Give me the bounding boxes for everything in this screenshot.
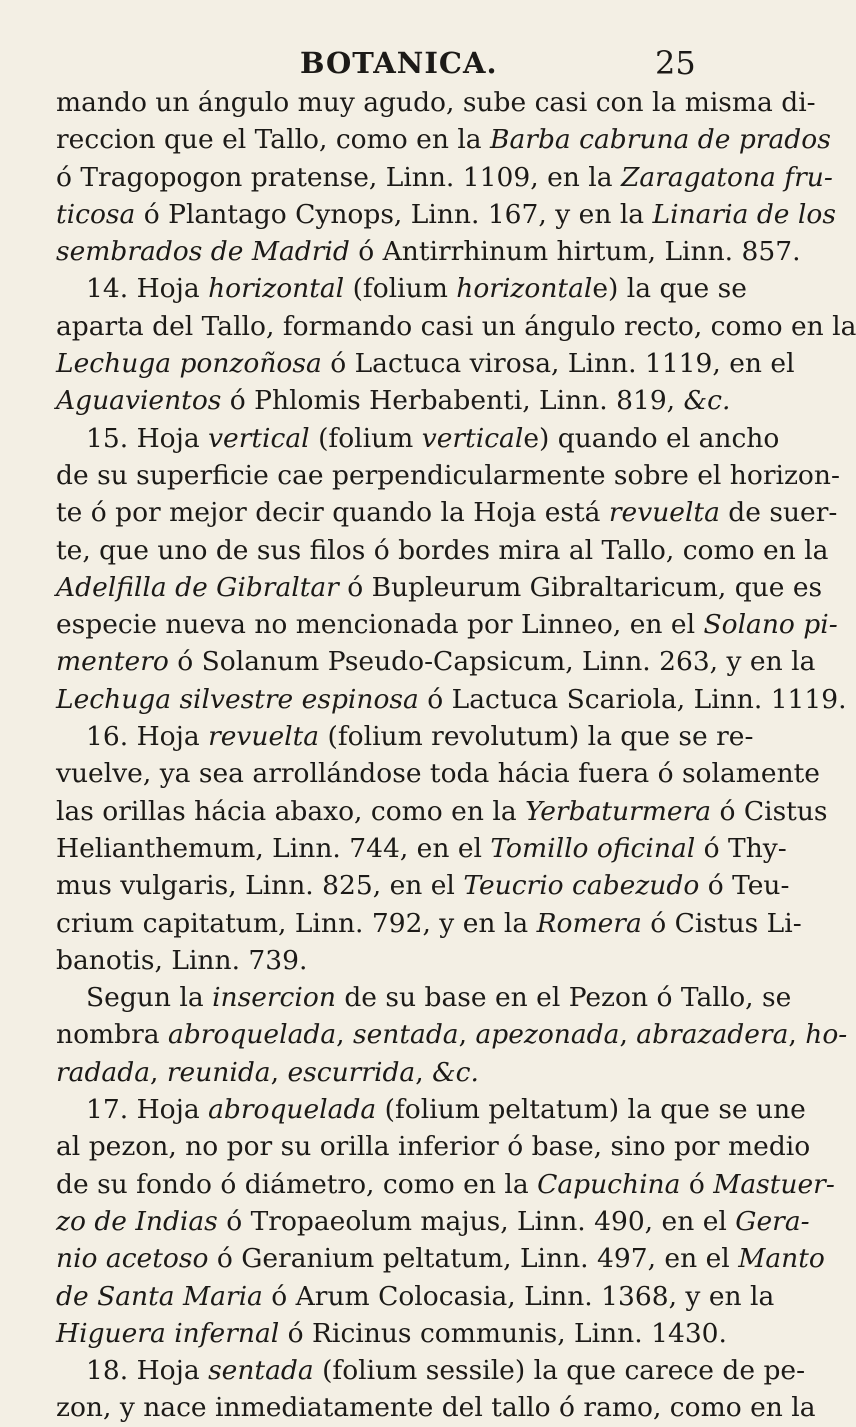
text-line: te, que uno de sus filos ó bordes mira al Tallo, como en la xyxy=(56,534,829,566)
text-line: Lechuga ponzoñosa ó Lactuca virosa, Linn. 1119, en el xyxy=(56,348,795,380)
text-line: vuelve, ya sea arrollándose toda hácia fuera ó solamente xyxy=(56,758,820,790)
text-line: ticosa ó Plantago Cynops, Linn. 167, y en la Linaria de los xyxy=(56,198,836,230)
text-line: especie nueva no mencionada por Linneo, en el Solano pi- xyxy=(56,609,838,641)
text-line: Segun la insercion de su base en el Pezon ó Tallo, se xyxy=(86,982,792,1014)
text-line: aparta del Tallo, formando casi un ángulo recto, como en la xyxy=(56,310,856,342)
text-line: crium capitatum, Linn. 792, y en la Romera ó Cistus Li- xyxy=(56,907,802,939)
running-head: BOTANICA. xyxy=(300,46,498,80)
text-line: nio acetoso ó Geranium peltatum, Linn. 497, en el Manto xyxy=(56,1243,825,1275)
text-line: banotis, Linn. 739. xyxy=(56,944,308,976)
text-line: te ó por mejor decir quando la Hoja está revuelta de suer- xyxy=(56,497,838,529)
text-line: las orillas hácia abaxo, como en la Yerbaturmera ó Cistus xyxy=(56,795,828,827)
text-line: sembrados de Madrid ó Antirrhinum hirtum, Linn. 857. xyxy=(56,236,801,268)
text-line: zo de Indias ó Tropaeolum majus, Linn. 490, en el Gera- xyxy=(56,1205,810,1237)
text-line: de su fondo ó diámetro, como en la Capuchina ó Mastuer- xyxy=(56,1168,835,1200)
text-line: Helianthemum, Linn. 744, en el Tomillo oficinal ó Thy- xyxy=(56,832,787,864)
text-line: nombra abroquelada, sentada, apezonada, abrazadera, ho- xyxy=(56,1019,848,1051)
text-line: al pezon, no por su orilla inferior ó base, sino por medio xyxy=(56,1131,811,1163)
text-line: 14. Hoja horizontal (folium horizontale) la que se xyxy=(86,273,747,305)
page-header xyxy=(0,42,800,82)
body-text xyxy=(56,84,856,1427)
text-line: 17. Hoja abroquelada (folium peltatum) la que se une xyxy=(86,1094,806,1126)
text-line: Lechuga silvestre espinosa ó Lactuca Scariola, Linn. 1119. xyxy=(56,683,847,715)
text-line: de su superficie cae perpendicularmente sobre el horizon- xyxy=(56,459,840,491)
text-line: 18. Hoja sentada (folium sessile) la que carece de pe- xyxy=(86,1355,806,1387)
text-line: reccion que el Tallo, como en la Barba cabruna de prados xyxy=(56,124,831,156)
page-number: 25 xyxy=(655,44,696,82)
text-line: Adelfilla de Gibraltar ó Bupleurum Gibraltaricum, que es xyxy=(56,571,823,603)
text-line: ó Tragopogon pratense, Linn. 1109, en la Zaragatona fru- xyxy=(56,161,833,193)
text-line: 15. Hoja vertical (folium verticale) quando el ancho xyxy=(86,422,780,454)
text-line: Aguavientos ó Phlomis Herbabenti, Linn. 819, &c. xyxy=(56,385,731,417)
text-line: mando un ángulo muy agudo, sube casi con la misma di- xyxy=(56,87,816,118)
text-line: 16. Hoja revuelta (folium revolutum) la que se re- xyxy=(86,721,754,753)
text-line: mus vulgaris, Linn. 825, en el Teucrio cabezudo ó Teu- xyxy=(56,870,790,902)
text-line: zon, y nace inmediatamente del tallo ó ramo, como en la xyxy=(56,1392,816,1424)
text-line: de Santa Maria ó Arum Colocasia, Linn. 1368, y en la xyxy=(56,1280,775,1312)
text-line: mentero ó Solanum Pseudo-Capsicum, Linn. 263, y en la xyxy=(56,646,816,678)
text-line: Higuera infernal ó Ricinus communis, Linn. 1430. xyxy=(56,1317,727,1349)
text-line: radada, reunida, escurrida, &c. xyxy=(56,1056,479,1088)
